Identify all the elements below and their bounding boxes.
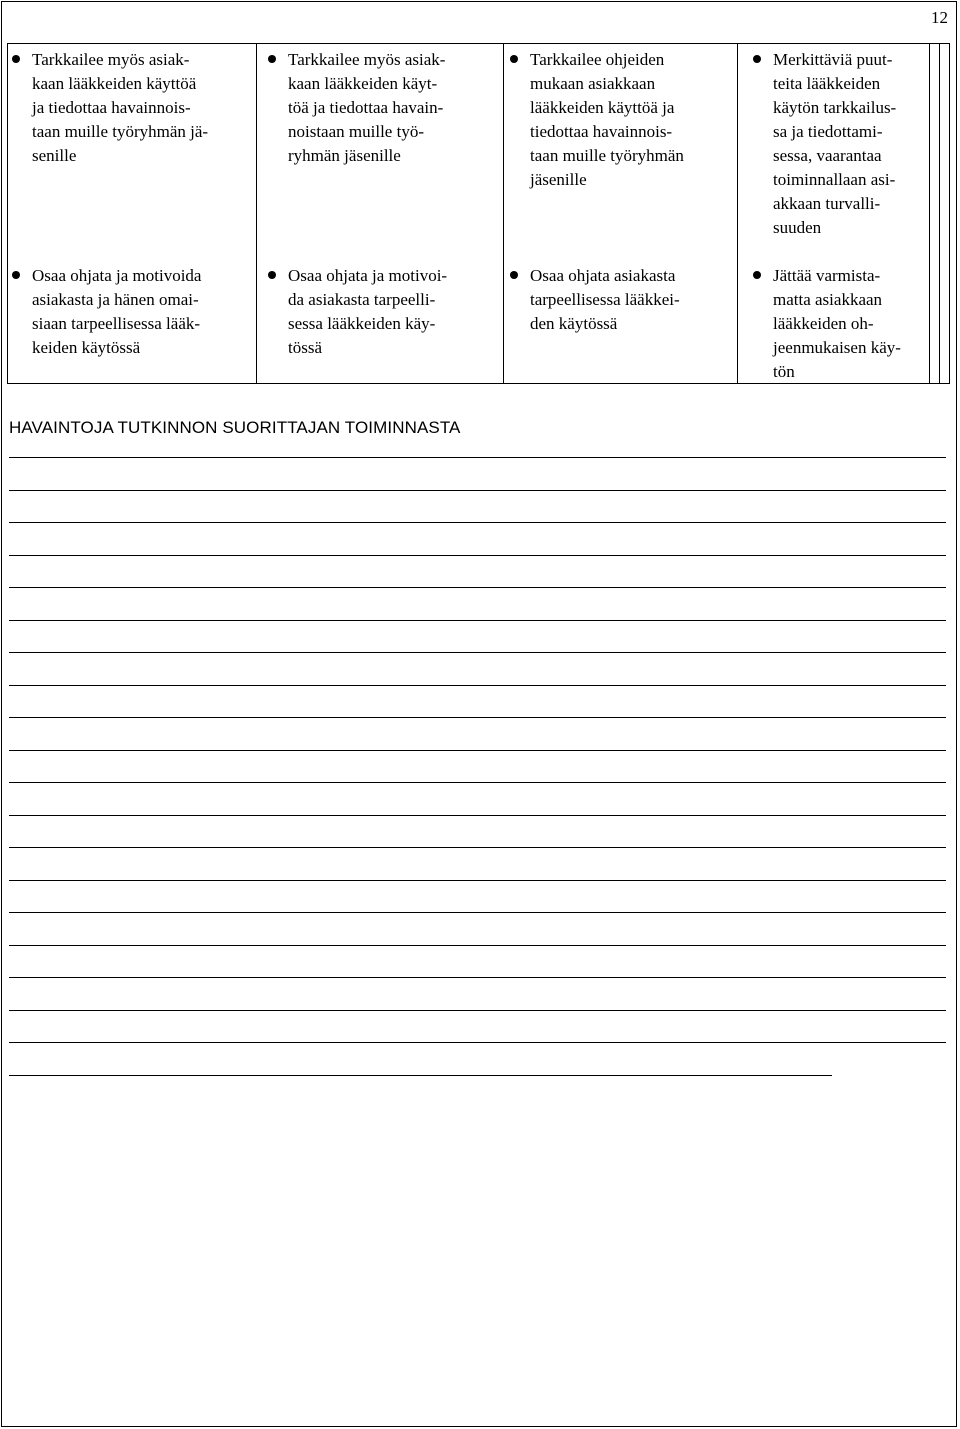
criteria-cell-satisfactory-guidance bbox=[530, 264, 735, 336]
writing-line[interactable] bbox=[9, 847, 946, 848]
writing-line[interactable] bbox=[9, 1042, 946, 1043]
column-divider bbox=[503, 44, 504, 383]
criteria-cell-excellent-guidance bbox=[32, 264, 254, 360]
criteria-text: Tarkkailee myös asiak- kaan lääkkeiden käyttöä ja tiedottaa havainnois- taan muille työryhmän jä- senille bbox=[32, 50, 209, 165]
criteria-text: Osaa ohjata ja motivoi- da asiakasta tarpeelli- sessa lääkkeiden käy- tössä bbox=[288, 266, 448, 357]
writing-line[interactable] bbox=[9, 977, 946, 978]
writing-line[interactable] bbox=[9, 1010, 946, 1011]
column-divider bbox=[256, 44, 257, 383]
writing-line[interactable] bbox=[9, 652, 946, 653]
writing-line[interactable] bbox=[9, 490, 946, 491]
writing-line[interactable] bbox=[9, 522, 946, 523]
bullet-icon bbox=[753, 271, 761, 279]
criteria-cell-insufficient-guidance bbox=[773, 264, 928, 384]
bullet-icon bbox=[12, 55, 20, 63]
writing-line[interactable] bbox=[9, 1075, 832, 1076]
writing-line[interactable] bbox=[9, 620, 946, 621]
criteria-table bbox=[7, 43, 950, 384]
criteria-cell-good-observation bbox=[288, 48, 500, 168]
observations-heading: HAVAINTOJA TUTKINNON SUORITTAJAN TOIMINNASTA bbox=[9, 418, 461, 437]
writing-line[interactable] bbox=[9, 555, 946, 556]
writing-line[interactable] bbox=[9, 685, 946, 686]
criteria-cell-insufficient-observation bbox=[773, 48, 928, 240]
writing-line[interactable] bbox=[9, 457, 946, 458]
writing-line[interactable] bbox=[9, 782, 946, 783]
criteria-text: Osaa ohjata asiakasta tarpeellisessa lääkkei- den käytössä bbox=[530, 266, 680, 333]
writing-line[interactable] bbox=[9, 815, 946, 816]
bullet-icon bbox=[268, 55, 276, 63]
column-divider bbox=[737, 44, 738, 383]
bullet-icon bbox=[268, 271, 276, 279]
writing-line[interactable] bbox=[9, 717, 946, 718]
writing-line[interactable] bbox=[9, 945, 946, 946]
writing-line[interactable] bbox=[9, 880, 946, 881]
criteria-cell-satisfactory-observation bbox=[530, 48, 735, 192]
bullet-icon bbox=[12, 271, 20, 279]
writing-line[interactable] bbox=[9, 912, 946, 913]
criteria-text: Jättää varmista- matta asiakkaan lääkkeiden oh- jeenmukaisen käy- tön bbox=[773, 266, 901, 381]
criteria-text: Tarkkailee myös asiak- kaan lääkkeiden käyt- töä ja tiedottaa havain- noistaan muille työ- ryhmän jäsenille bbox=[288, 50, 446, 165]
criteria-text: Merkittäviä puut- teita lääkkeiden käytön tarkkailus- sa ja tiedottami- sessa, vaarantaa toiminnallaan asi- akkaan turvalli- suuden bbox=[773, 50, 897, 237]
criteria-text: Osaa ohjata ja motivoida asiakasta ja hänen omai- siaan tarpeellisessa lääk- keiden käytössä bbox=[32, 266, 202, 357]
writing-line[interactable] bbox=[9, 750, 946, 751]
writing-line[interactable] bbox=[9, 587, 946, 588]
criteria-text: Tarkkailee ohjeiden mukaan asiakkaan lääkkeiden käyttöä ja tiedottaa havainnois- taan muille työryhmän jäsenille bbox=[530, 50, 684, 189]
criteria-cell-good-guidance bbox=[288, 264, 500, 360]
column-divider bbox=[929, 44, 930, 383]
column-divider bbox=[939, 44, 940, 383]
bullet-icon bbox=[510, 271, 518, 279]
page-number: 12 bbox=[931, 8, 948, 27]
bullet-icon bbox=[510, 55, 518, 63]
criteria-cell-excellent-observation bbox=[32, 48, 254, 168]
bullet-icon bbox=[753, 55, 761, 63]
